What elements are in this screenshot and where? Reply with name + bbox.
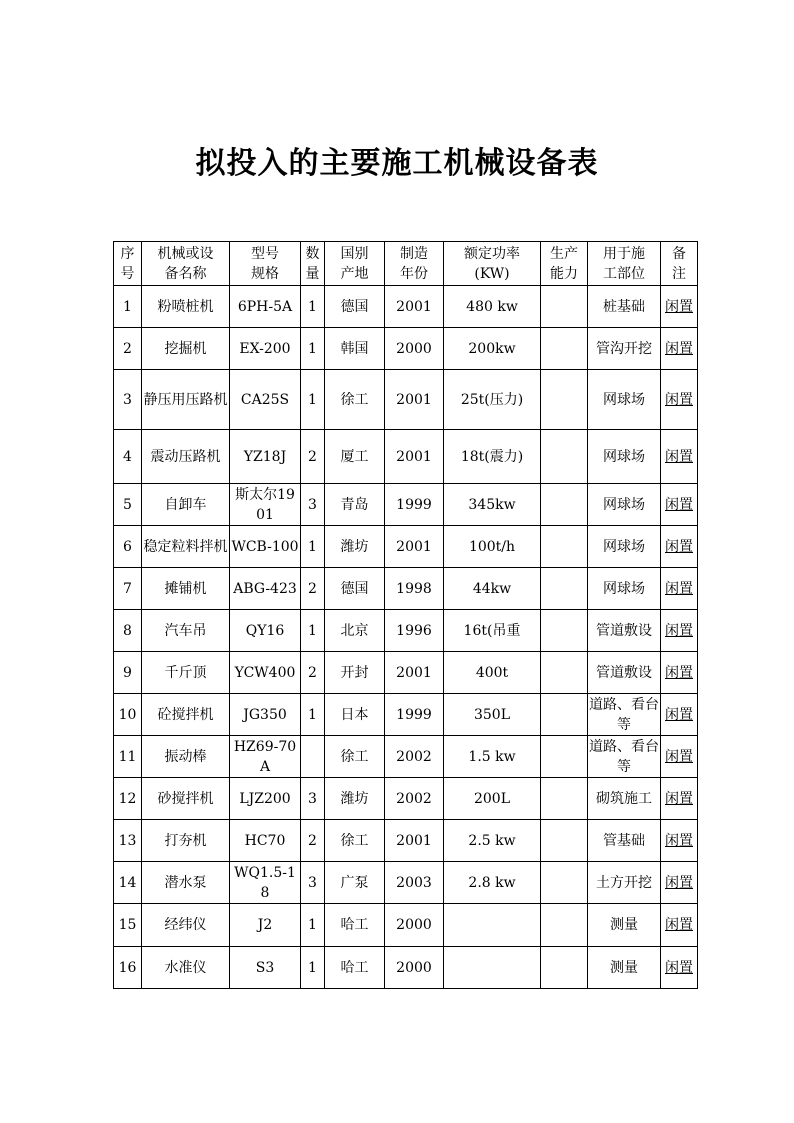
cell-qty: 1 bbox=[301, 328, 325, 370]
cell-capacity bbox=[541, 736, 588, 778]
cell-model: S3 bbox=[230, 947, 301, 989]
table-row bbox=[114, 820, 698, 862]
cell-year: 2001 bbox=[385, 652, 444, 694]
cell-origin: 韩国 bbox=[325, 328, 385, 370]
cell-power bbox=[444, 904, 541, 947]
cell-note: 闲置 bbox=[661, 904, 698, 947]
cell-origin: 日本 bbox=[325, 694, 385, 736]
cell-note: 闲置 bbox=[661, 484, 698, 526]
cell-name: 自卸车 bbox=[142, 484, 230, 526]
cell-capacity bbox=[541, 484, 588, 526]
cell-no: 8 bbox=[114, 610, 142, 652]
cell-qty: 1 bbox=[301, 286, 325, 328]
cell-capacity bbox=[541, 694, 588, 736]
cell-name: 震动压路机 bbox=[142, 430, 230, 484]
cell-qty: 1 bbox=[301, 904, 325, 947]
cell-name: 砂搅拌机 bbox=[142, 778, 230, 820]
cell-no: 14 bbox=[114, 862, 142, 904]
cell-no: 10 bbox=[114, 694, 142, 736]
cell-year: 2000 bbox=[385, 904, 444, 947]
cell-name: 稳定粒料拌机 bbox=[142, 526, 230, 568]
cell-capacity bbox=[541, 370, 588, 430]
cell-name: 汽车吊 bbox=[142, 610, 230, 652]
cell-name: 潜水泵 bbox=[142, 862, 230, 904]
cell-qty: 2 bbox=[301, 430, 325, 484]
cell-power: 100t/h bbox=[444, 526, 541, 568]
cell-model: EX-200 bbox=[230, 328, 301, 370]
cell-usage: 网球场 bbox=[588, 484, 661, 526]
cell-note: 闲置 bbox=[661, 947, 698, 989]
cell-year: 1999 bbox=[385, 484, 444, 526]
table-row bbox=[114, 328, 698, 370]
cell-year: 2002 bbox=[385, 778, 444, 820]
cell-note: 闲置 bbox=[661, 328, 698, 370]
cell-year: 1996 bbox=[385, 610, 444, 652]
cell-usage: 网球场 bbox=[588, 526, 661, 568]
table-row bbox=[114, 286, 698, 328]
cell-usage: 道路、看台等 bbox=[588, 736, 661, 778]
cell-year: 2003 bbox=[385, 862, 444, 904]
cell-capacity bbox=[541, 778, 588, 820]
cell-capacity bbox=[541, 286, 588, 328]
table-row bbox=[114, 526, 698, 568]
cell-usage: 砌筑施工 bbox=[588, 778, 661, 820]
cell-model: YZ18J bbox=[230, 430, 301, 484]
cell-no: 7 bbox=[114, 568, 142, 610]
cell-usage: 网球场 bbox=[588, 568, 661, 610]
cell-note: 闲置 bbox=[661, 430, 698, 484]
cell-year: 2000 bbox=[385, 947, 444, 989]
cell-usage: 测量 bbox=[588, 947, 661, 989]
cell-usage: 管基础 bbox=[588, 820, 661, 862]
cell-note: 闲置 bbox=[661, 568, 698, 610]
cell-year: 1998 bbox=[385, 568, 444, 610]
cell-note: 闲置 bbox=[661, 652, 698, 694]
cell-power bbox=[444, 947, 541, 989]
cell-no: 1 bbox=[114, 286, 142, 328]
cell-power: 18t(震力) bbox=[444, 430, 541, 484]
cell-usage: 测量 bbox=[588, 904, 661, 947]
header-model: 型号 规格 bbox=[230, 242, 301, 286]
cell-model: J2 bbox=[230, 904, 301, 947]
cell-usage: 土方开挖 bbox=[588, 862, 661, 904]
cell-no: 5 bbox=[114, 484, 142, 526]
cell-qty: 2 bbox=[301, 568, 325, 610]
cell-year: 1999 bbox=[385, 694, 444, 736]
cell-power: 400t bbox=[444, 652, 541, 694]
cell-capacity bbox=[541, 328, 588, 370]
cell-power: 480 kw bbox=[444, 286, 541, 328]
cell-note: 闲置 bbox=[661, 370, 698, 430]
cell-note: 闲置 bbox=[661, 862, 698, 904]
equipment-table bbox=[113, 241, 698, 989]
cell-name: 挖掘机 bbox=[142, 328, 230, 370]
header-note: 备 注 bbox=[661, 242, 698, 286]
cell-model: CA25S bbox=[230, 370, 301, 430]
cell-origin: 哈工 bbox=[325, 904, 385, 947]
table-row bbox=[114, 778, 698, 820]
table-row bbox=[114, 430, 698, 484]
cell-qty: 1 bbox=[301, 947, 325, 989]
cell-capacity bbox=[541, 862, 588, 904]
cell-qty: 1 bbox=[301, 370, 325, 430]
cell-note: 闲置 bbox=[661, 778, 698, 820]
table-row bbox=[114, 947, 698, 989]
cell-year: 2001 bbox=[385, 820, 444, 862]
header-name: 机械或设 备名称 bbox=[142, 242, 230, 286]
cell-note: 闲置 bbox=[661, 610, 698, 652]
cell-power: 2.8 kw bbox=[444, 862, 541, 904]
table-row bbox=[114, 610, 698, 652]
cell-qty: 1 bbox=[301, 610, 325, 652]
cell-year: 2001 bbox=[385, 526, 444, 568]
table-row bbox=[114, 370, 698, 430]
table-row bbox=[114, 568, 698, 610]
table-row bbox=[114, 484, 698, 526]
cell-model: 6PH-5A bbox=[230, 286, 301, 328]
cell-model: JG350 bbox=[230, 694, 301, 736]
header-year: 制造 年份 bbox=[385, 242, 444, 286]
cell-year: 2002 bbox=[385, 736, 444, 778]
cell-name: 砼搅拌机 bbox=[142, 694, 230, 736]
cell-model: 斯太尔1901 bbox=[230, 484, 301, 526]
cell-power: 350L bbox=[444, 694, 541, 736]
cell-capacity bbox=[541, 652, 588, 694]
cell-power: 44kw bbox=[444, 568, 541, 610]
cell-name: 振动棒 bbox=[142, 736, 230, 778]
cell-qty: 3 bbox=[301, 778, 325, 820]
cell-model: HC70 bbox=[230, 820, 301, 862]
cell-power: 25t(压力) bbox=[444, 370, 541, 430]
cell-capacity bbox=[541, 947, 588, 989]
cell-model: WQ1.5-18 bbox=[230, 862, 301, 904]
cell-year: 2000 bbox=[385, 328, 444, 370]
header-no: 序 号 bbox=[114, 242, 142, 286]
cell-capacity bbox=[541, 430, 588, 484]
cell-qty bbox=[301, 736, 325, 778]
cell-origin: 青岛 bbox=[325, 484, 385, 526]
cell-note: 闲置 bbox=[661, 694, 698, 736]
cell-no: 12 bbox=[114, 778, 142, 820]
cell-model: YCW400 bbox=[230, 652, 301, 694]
cell-origin: 开封 bbox=[325, 652, 385, 694]
cell-origin: 广泵 bbox=[325, 862, 385, 904]
cell-capacity bbox=[541, 568, 588, 610]
cell-origin: 德国 bbox=[325, 286, 385, 328]
header-usage: 用于施 工部位 bbox=[588, 242, 661, 286]
cell-usage: 网球场 bbox=[588, 370, 661, 430]
table-row bbox=[114, 694, 698, 736]
cell-year: 2001 bbox=[385, 286, 444, 328]
cell-year: 2001 bbox=[385, 370, 444, 430]
cell-origin: 徐工 bbox=[325, 820, 385, 862]
cell-no: 15 bbox=[114, 904, 142, 947]
header-qty: 数 量 bbox=[301, 242, 325, 286]
cell-usage: 道路、看台等 bbox=[588, 694, 661, 736]
cell-name: 打夯机 bbox=[142, 820, 230, 862]
cell-year: 2001 bbox=[385, 430, 444, 484]
cell-no: 9 bbox=[114, 652, 142, 694]
cell-usage: 管沟开挖 bbox=[588, 328, 661, 370]
cell-power: 16t(吊重 bbox=[444, 610, 541, 652]
cell-capacity bbox=[541, 904, 588, 947]
cell-name: 水准仪 bbox=[142, 947, 230, 989]
cell-usage: 管道敷设 bbox=[588, 610, 661, 652]
cell-qty: 2 bbox=[301, 652, 325, 694]
cell-origin: 北京 bbox=[325, 610, 385, 652]
cell-name: 静压用压路机 bbox=[142, 370, 230, 430]
cell-note: 闲置 bbox=[661, 526, 698, 568]
cell-power: 200kw bbox=[444, 328, 541, 370]
cell-capacity bbox=[541, 820, 588, 862]
cell-usage: 网球场 bbox=[588, 430, 661, 484]
cell-origin: 徐工 bbox=[325, 736, 385, 778]
header-origin: 国别 产地 bbox=[325, 242, 385, 286]
cell-no: 13 bbox=[114, 820, 142, 862]
cell-origin: 潍坊 bbox=[325, 778, 385, 820]
cell-qty: 1 bbox=[301, 526, 325, 568]
cell-model: HZ69-70A bbox=[230, 736, 301, 778]
cell-capacity bbox=[541, 526, 588, 568]
cell-model: LJZ200 bbox=[230, 778, 301, 820]
cell-no: 11 bbox=[114, 736, 142, 778]
cell-no: 2 bbox=[114, 328, 142, 370]
cell-name: 粉喷桩机 bbox=[142, 286, 230, 328]
table-row bbox=[114, 862, 698, 904]
table-header-row bbox=[114, 242, 698, 286]
table-row bbox=[114, 904, 698, 947]
table-row bbox=[114, 652, 698, 694]
cell-origin: 厦工 bbox=[325, 430, 385, 484]
cell-model: WCB-100 bbox=[230, 526, 301, 568]
cell-qty: 3 bbox=[301, 862, 325, 904]
cell-qty: 1 bbox=[301, 694, 325, 736]
header-power: 额定功率 (KW) bbox=[444, 242, 541, 286]
cell-no: 16 bbox=[114, 947, 142, 989]
cell-name: 千斤顶 bbox=[142, 652, 230, 694]
table-row bbox=[114, 736, 698, 778]
cell-usage: 桩基础 bbox=[588, 286, 661, 328]
cell-origin: 徐工 bbox=[325, 370, 385, 430]
cell-name: 经纬仪 bbox=[142, 904, 230, 947]
cell-note: 闲置 bbox=[661, 820, 698, 862]
cell-no: 3 bbox=[114, 370, 142, 430]
cell-no: 4 bbox=[114, 430, 142, 484]
cell-power: 200L bbox=[444, 778, 541, 820]
cell-power: 345kw bbox=[444, 484, 541, 526]
cell-capacity bbox=[541, 610, 588, 652]
cell-usage: 管道敷设 bbox=[588, 652, 661, 694]
cell-origin: 哈工 bbox=[325, 947, 385, 989]
cell-no: 6 bbox=[114, 526, 142, 568]
cell-name: 摊铺机 bbox=[142, 568, 230, 610]
cell-qty: 2 bbox=[301, 820, 325, 862]
cell-power: 2.5 kw bbox=[444, 820, 541, 862]
cell-model: ABG-423 bbox=[230, 568, 301, 610]
cell-power: 1.5 kw bbox=[444, 736, 541, 778]
document-title: 拟投入的主要施工机械设备表 bbox=[195, 146, 599, 181]
cell-note: 闲置 bbox=[661, 736, 698, 778]
cell-origin: 德国 bbox=[325, 568, 385, 610]
cell-model: QY16 bbox=[230, 610, 301, 652]
cell-note: 闲置 bbox=[661, 286, 698, 328]
cell-origin: 潍坊 bbox=[325, 526, 385, 568]
header-capacity: 生产 能力 bbox=[541, 242, 588, 286]
cell-qty: 3 bbox=[301, 484, 325, 526]
